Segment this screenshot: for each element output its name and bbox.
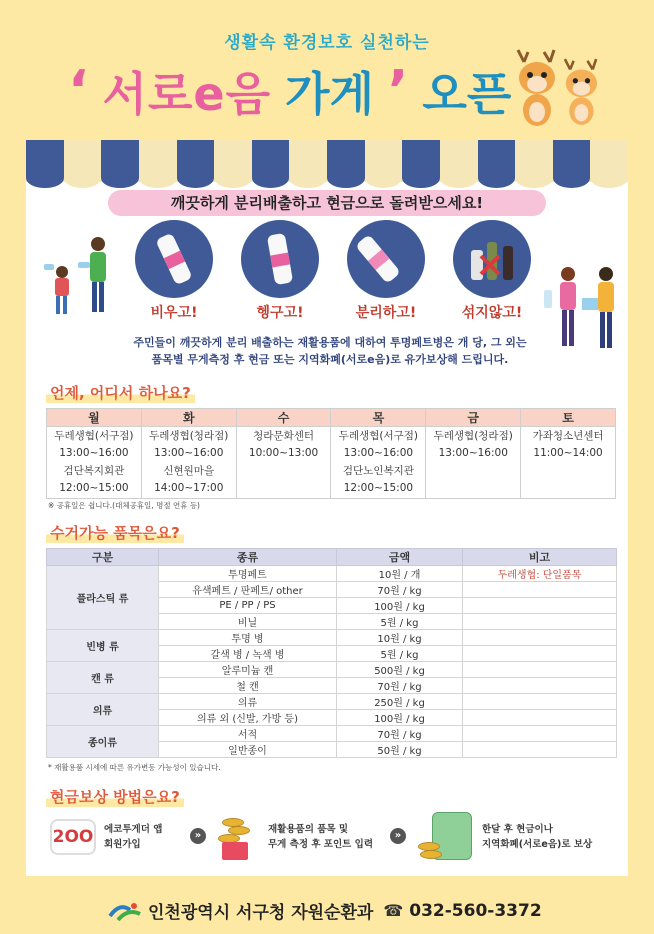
schedule-place: 두레생협(청라점) <box>433 430 513 442</box>
schedule-time: 10:00~13:00 <box>248 447 319 459</box>
item-kind: PE / PP / PS <box>159 598 337 614</box>
table-row <box>47 566 617 582</box>
item-remark <box>463 614 617 630</box>
header-price: 금액 <box>337 549 463 566</box>
item-price: 500원 / kg <box>337 662 463 678</box>
method-step-line: 무게 측정 후 포인트 입력 <box>268 839 373 850</box>
table-row <box>47 694 617 710</box>
item-kind: 철 캔 <box>159 678 337 694</box>
item-remark <box>463 598 617 614</box>
method-step-text <box>104 822 162 852</box>
schedule-cell <box>521 427 616 463</box>
footer-contact <box>108 898 542 923</box>
method-step-reward <box>418 812 592 862</box>
table-row <box>47 662 617 678</box>
item-kind: 투명페트 <box>159 566 337 582</box>
category-bottle: 빈병 류 <box>47 630 159 662</box>
schedule-time: 13:00~16:00 <box>154 447 224 459</box>
item-remark <box>463 630 617 646</box>
schedule-time: 12:00~15:00 <box>59 482 129 494</box>
method-step-signup <box>50 812 162 862</box>
item-price: 100원 / kg <box>337 710 463 726</box>
next-arrow-icon: » <box>190 828 206 844</box>
brand-name: 서로e음 <box>102 67 272 121</box>
item-kind: 투명 병 <box>159 630 337 646</box>
schedule-header-row <box>47 409 616 427</box>
schedule-time: 13:00~16:00 <box>438 447 508 459</box>
item-price: 70원 / kg <box>337 726 463 742</box>
no-mix-icon <box>453 220 531 298</box>
item-kind: 갈색 병 / 녹색 병 <box>159 646 337 662</box>
schedule-place: 가좌청소년센터 <box>532 430 604 442</box>
item-kind: 일반종이 <box>159 742 337 758</box>
category-plastic: 플라스틱 류 <box>47 566 159 630</box>
schedule-table <box>46 408 616 499</box>
method-step-line: 회원가입 <box>104 839 141 850</box>
main-banner: 깨끗하게 분리배출하고 현금으로 돌려받으세요! <box>108 190 546 216</box>
items-table <box>46 548 617 758</box>
item-kind: 비닐 <box>159 614 337 630</box>
items-note: * 재활용품 시세에 따른 유가변동 가능성이 있습니다. <box>48 763 221 772</box>
item-price: 100원 / kg <box>337 598 463 614</box>
schedule-cell <box>47 462 142 498</box>
item-remark <box>463 662 617 678</box>
table-row <box>47 726 617 742</box>
phone-icon: ☎ <box>383 901 404 920</box>
seogu-emblem-icon <box>108 900 142 922</box>
family-illustration-icon <box>40 232 120 320</box>
schedule-time: 12:00~15:00 <box>343 482 414 494</box>
local-currency-card-icon <box>418 812 474 862</box>
item-price: 50원 / kg <box>337 742 463 758</box>
step-label-separate: 분리하고! <box>355 305 417 321</box>
step-empty <box>134 220 214 322</box>
item-kind: 의류 <box>159 694 337 710</box>
schedule-section-title: 언제, 어디서 하나요? <box>46 382 195 403</box>
schedule-cell <box>141 427 236 463</box>
schedule-place: 신현원마을 <box>163 465 215 477</box>
next-arrow-icon: » <box>390 828 406 844</box>
awning-scallops <box>26 168 628 188</box>
item-remark <box>463 646 617 662</box>
item-remark <box>463 694 617 710</box>
item-remark: 두레생협: 단일품목 <box>463 566 617 582</box>
item-remark <box>463 710 617 726</box>
schedule-time: 13:00~16:00 <box>343 447 414 459</box>
item-price: 10원 / kg <box>337 630 463 646</box>
method-step-line: 재활용품의 품목 및 <box>268 824 349 835</box>
coins-gift-icon <box>214 814 260 860</box>
category-clothing: 의류 <box>47 694 159 726</box>
quote-open: ‘ <box>68 59 89 122</box>
step-rinse <box>240 220 320 322</box>
item-price: 5원 / kg <box>337 614 463 630</box>
schedule-cell <box>426 462 521 498</box>
quote-close: ’ <box>387 59 409 122</box>
schedule-cell <box>236 427 331 463</box>
schedule-row <box>47 427 616 463</box>
store-word: 가게 <box>285 67 374 121</box>
item-remark <box>463 742 617 758</box>
schedule-place: 청라문화센터 <box>253 430 314 442</box>
item-kind: 유색페트 / 판페트/ other <box>159 582 337 598</box>
day-tuesday: 화 <box>141 409 236 427</box>
item-remark <box>463 678 617 694</box>
item-kind: 의류 외 (신발, 가방 등) <box>159 710 337 726</box>
rinse-bottle-icon <box>241 220 319 298</box>
item-price: 250원 / kg <box>337 694 463 710</box>
method-step-line: 에코투게더 앱 <box>104 824 163 835</box>
header-kind: 종류 <box>159 549 337 566</box>
item-remark <box>463 582 617 598</box>
item-price: 10원 / 개 <box>337 566 463 582</box>
schedule-cell <box>236 462 331 498</box>
header-category: 구분 <box>47 549 159 566</box>
day-thursday: 목 <box>331 409 426 427</box>
schedule-note: ※ 공휴일은 쉽니다.(대체공휴일, 명절 연휴 등) <box>48 501 200 510</box>
item-price: 70원 / kg <box>337 678 463 694</box>
step-no-mix <box>452 220 532 322</box>
poster-headline <box>68 56 511 126</box>
program-description <box>60 334 600 368</box>
description-line-1: 주민들이 깨끗하게 분리 배출하는 재활용품에 대하여 투명페트병은 개 당, 그 외는 <box>133 336 527 349</box>
header-remark: 비고 <box>463 549 617 566</box>
day-friday: 금 <box>426 409 521 427</box>
step-separate <box>346 220 426 322</box>
item-kind: 알루미늄 캔 <box>159 662 337 678</box>
schedule-time: 11:00~14:00 <box>533 447 603 459</box>
day-monday: 월 <box>47 409 142 427</box>
schedule-place: 검단복지회관 <box>63 465 125 477</box>
method-step-line: 지역화폐(서로e음)로 보상 <box>482 839 593 850</box>
step-label-rinse: 헹구고! <box>256 305 304 321</box>
schedule-place: 두레생협(서구점) <box>338 430 418 442</box>
app-logo-icon: 2OO <box>50 819 96 855</box>
schedule-cell <box>331 462 426 498</box>
schedule-place: 두레생협(서구점) <box>54 430 134 442</box>
step-label-empty: 비우고! <box>150 305 198 321</box>
schedule-time: 13:00~16:00 <box>59 447 129 459</box>
deer-mascot-small-icon <box>558 56 610 128</box>
table-row <box>47 630 617 646</box>
schedule-cell <box>331 427 426 463</box>
item-price: 5원 / kg <box>337 646 463 662</box>
separate-bottle-icon <box>347 220 425 298</box>
item-remark <box>463 726 617 742</box>
method-step-text <box>482 822 592 852</box>
schedule-cell <box>426 427 521 463</box>
schedule-cell <box>141 462 236 498</box>
day-saturday: 토 <box>521 409 616 427</box>
item-kind: 서적 <box>159 726 337 742</box>
schedule-cell <box>47 427 142 463</box>
items-header-row <box>47 549 617 566</box>
method-step-line: 한달 후 현금이나 <box>482 824 553 835</box>
method-section-title: 현금보상 방법은요? <box>46 786 184 807</box>
item-price: 70원 / kg <box>337 582 463 598</box>
poster-subtitle: 생활속 환경보호 실천하는 <box>224 33 430 53</box>
description-line-2: 품목별 무게측정 후 현금 또는 지역화폐(서로e음)로 유가보상해 드립니다. <box>151 353 509 366</box>
department-name: 인천광역시 서구청 자원순환과 <box>148 903 374 923</box>
schedule-time: 14:00~17:00 <box>154 482 224 494</box>
method-step-weigh <box>214 812 373 862</box>
empty-bottle-icon <box>135 220 213 298</box>
method-step-text <box>268 822 373 852</box>
phone-number[interactable]: 032-560-3372 <box>409 900 542 921</box>
open-word: 오픈 <box>422 67 512 121</box>
items-section-title: 수거가능 품목은요? <box>46 522 184 543</box>
schedule-place: 검단노인복지관 <box>342 465 414 477</box>
day-wednesday: 수 <box>236 409 331 427</box>
category-can: 캔 류 <box>47 662 159 694</box>
schedule-place: 두레생협(청라점) <box>149 430 229 442</box>
schedule-cell <box>521 462 616 498</box>
schedule-row <box>47 462 616 498</box>
step-label-no-mix: 섞지않고! <box>461 305 523 321</box>
category-paper: 종이류 <box>47 726 159 758</box>
